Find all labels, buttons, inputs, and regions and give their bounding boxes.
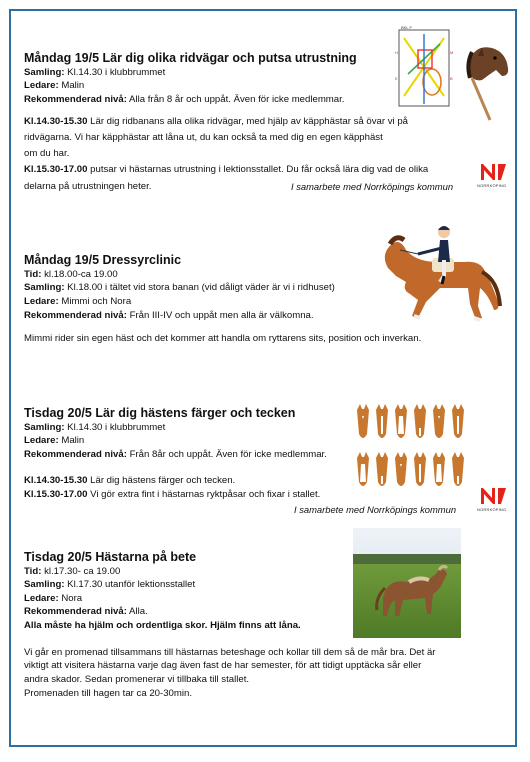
horse-head-marking: [414, 452, 426, 486]
section3-row-ledare: [24, 435, 84, 447]
section2-row-tid: [24, 269, 118, 281]
section1-row-niva: [24, 94, 344, 106]
label: Rekommenderad nivå:: [24, 449, 127, 460]
value: Kl.14.30 i klubbrummet: [64, 422, 166, 433]
section4-desc-line4: Promenaden till hagen tar ca 20-30min.: [24, 688, 192, 699]
section2-title: Måndag 19/5 Dressyrclinic: [24, 253, 182, 267]
horse-head-marking: [357, 404, 369, 438]
value: Kl.17.30 utanför lektionsstallet: [64, 579, 196, 590]
section3-row-niva: [24, 449, 327, 461]
time: Kl.14.30-15.30: [24, 475, 88, 486]
value: kl.18.00-ca 19.00: [41, 269, 118, 280]
section4-row-samling: [24, 579, 195, 591]
section4-row-niva: [24, 606, 148, 618]
section3-partner: I samarbete med Norrköpings kommun: [294, 504, 457, 515]
section4-desc-line3: andra skador. Sedan promenerar vi tillbaka till stallet.: [24, 674, 250, 685]
label: Tid:: [24, 269, 42, 280]
text: Lär dig ridbanans alla olika ridvägar, med hjälp av käpphästar så övar vi på: [87, 116, 408, 127]
norrkoping-logo-icon: [476, 160, 512, 192]
section1-p1-line2: ridvägarna. Vi har käpphästar att låna ut, du kan också ta med dig en egen käpphäst: [24, 132, 383, 143]
value: Alla.: [126, 606, 148, 617]
section2-row-samling: [24, 282, 335, 294]
horse-markings-icon: [350, 402, 470, 502]
value: Malin: [58, 80, 85, 91]
section4-desc-line2: viktigt att visitera hästarna varje dag även fast de har semester, för att tidigt upptäcka sår eller: [24, 660, 422, 671]
section1-title: Måndag 19/5 Lär dig olika ridvägar och putsa utrustning: [24, 51, 357, 65]
value: Nora: [58, 593, 83, 604]
svg-text:H: H: [395, 50, 398, 55]
section4-title: Tisdag 20/5 Hästarna på bete: [24, 550, 197, 564]
section1-p1-line1: [24, 116, 408, 128]
horse-head-marking: [433, 404, 445, 438]
dressage-rider-icon: [360, 210, 505, 325]
section1-row-ledare: [24, 80, 84, 92]
horse-head-marking: [433, 452, 445, 486]
horse-head-marking: [376, 404, 388, 438]
section4-desc-line1: Vi går en promenad tillsammans till hästarnas beteshage och kollar till dem så de mår bra. Det är: [24, 647, 436, 658]
label: Rekommenderad nivå:: [24, 94, 127, 105]
label: Rekommenderad nivå:: [24, 310, 127, 321]
logo-text: NORRKÖPING: [477, 183, 507, 188]
value: Kl.14.30 i klubbrummet: [64, 67, 166, 78]
value: Från III-IV och uppåt men alla är välkomna.: [126, 310, 314, 321]
label: Samling:: [24, 67, 65, 78]
value: Från 8år och uppåt. Även för icke medlemmar.: [126, 449, 327, 460]
horse-head-marking: [452, 404, 464, 438]
section1-partner: I samarbete med Norrköpings kommun: [291, 181, 454, 192]
norrkoping-logo-icon: [476, 484, 512, 516]
section3-title: Tisdag 20/5 Lär dig hästens färger och tecken: [24, 406, 296, 420]
hobby-horse-icon: [462, 40, 512, 122]
text: Vi gör extra fint i hästarnas ryktpåsar och fixar i stallet.: [87, 489, 321, 500]
arena-diagram-icon: [394, 24, 454, 110]
label: Rekommenderad nivå:: [24, 606, 127, 617]
label: Ledare:: [24, 296, 59, 307]
section2-description: Mimmi rider sin egen häst och det kommer att handla om ryttarens sits, position och inverkan.: [24, 333, 422, 344]
value: Malin: [58, 435, 85, 446]
horse-head-marking: [414, 404, 426, 438]
value: Alla från 8 år och uppåt. Även för icke medlemmar.: [126, 94, 345, 105]
label: Ledare:: [24, 435, 59, 446]
section4-row-ledare: [24, 593, 82, 605]
value: Kl.18.00 i tältet vid stora banan (vid dåligt väder är vi i ridhuset): [64, 282, 335, 293]
svg-text:M: M: [450, 50, 454, 55]
time: Kl.15.30-17.00: [24, 489, 88, 500]
section4-row-tid: [24, 566, 120, 578]
value: kl.17.30- ca 19.00: [41, 566, 121, 577]
svg-text:B: B: [450, 76, 453, 81]
text: Lär dig hästens färger och tecken.: [87, 475, 236, 486]
horse-head-marking: [452, 452, 464, 486]
label: Ledare:: [24, 80, 59, 91]
section2-row-niva: [24, 310, 314, 322]
section1-p2-line1: [24, 164, 428, 176]
section1-p1-line3: om du har.: [24, 148, 70, 159]
time: Kl.14.30-15.30: [24, 116, 88, 127]
logo-text: NORRKÖPING: [477, 507, 507, 512]
section3-p2: [24, 489, 320, 501]
horse-head-marking: [357, 452, 369, 486]
value: Mimmi och Nora: [58, 296, 132, 307]
label: Tid:: [24, 566, 42, 577]
label: Samling:: [24, 422, 65, 433]
section2-row-ledare: [24, 296, 131, 308]
time: Kl.15.30-17.00: [24, 164, 88, 175]
horse-head-marking: [395, 452, 407, 486]
section3-p1: [24, 475, 235, 487]
text: putsar vi hästarnas utrustning i lektionsstallet. Du får också lära dig vad de olika: [87, 164, 429, 175]
svg-text:E: E: [395, 76, 398, 81]
section4-bold-note: Alla måste ha hjälm och ordentliga skor. Hjälm finns att låna.: [24, 620, 301, 631]
svg-text:BKL F: BKL F: [401, 25, 412, 30]
horse-head-marking: [376, 452, 388, 486]
horse-head-marking: [395, 404, 407, 438]
label: Samling:: [24, 579, 65, 590]
label: Samling:: [24, 282, 65, 293]
label: Ledare:: [24, 593, 59, 604]
section3-row-samling: [24, 422, 165, 434]
section1-p2-line2: delarna på utrustningen heter.: [24, 181, 152, 192]
grazing-horse-photo: [353, 528, 461, 638]
section1-row-samling: [24, 67, 165, 79]
